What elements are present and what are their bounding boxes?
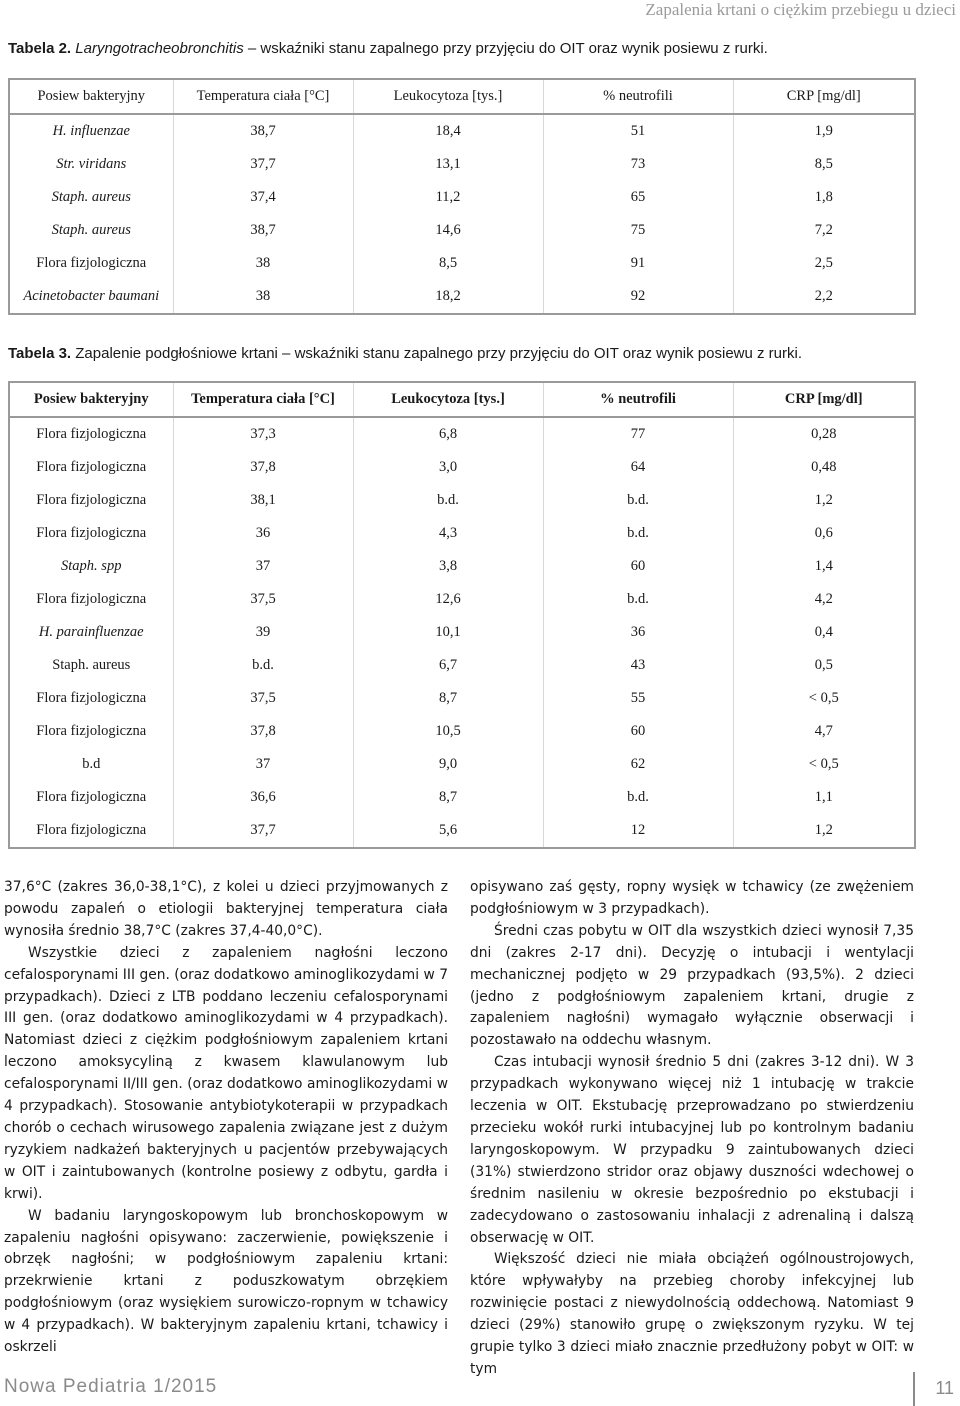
table-cell-culture: H. parainfluenzae: [9, 616, 173, 649]
table-cell-neut: 92: [543, 280, 733, 314]
footer-divider: [913, 1372, 915, 1406]
table-cell-leuk: 11,2: [353, 181, 543, 214]
table-row: [9, 417, 915, 451]
table2-label: Tabela 2.: [8, 40, 72, 57]
table-cell-temp: 37,3: [173, 417, 353, 451]
table-cell-neut: 55: [543, 682, 733, 715]
page-number: 11: [935, 1378, 954, 1398]
column-header: CRP [mg/dl]: [733, 79, 915, 114]
table-cell-neut: 12: [543, 814, 733, 848]
table3-header-row: [9, 382, 915, 417]
table-cell-crp: 0,6: [814, 525, 833, 541]
table2-header-row: [9, 79, 915, 114]
column-header: % neutrofili: [543, 79, 733, 114]
table-cell-leuk: 8,5: [353, 247, 543, 280]
table-cell-crp: 1,1: [814, 789, 833, 805]
table-cell-temp: 37,5: [173, 583, 353, 616]
table-cell-culture: Flora fizjologiczna: [9, 715, 173, 748]
body-paragraph: opisywano zaś gęsty, ropny wysięk w tchawicy (ze zwężeniem podgłośniowym w 3 przypadkach).: [470, 879, 914, 917]
table-cell-neut: 75: [543, 214, 733, 247]
table-cell-crp: < 0,5: [808, 690, 839, 706]
table2: [8, 78, 916, 315]
table-row: [9, 814, 915, 848]
table-cell-culture: Flora fizjologiczna: [9, 781, 173, 814]
table-cell-crp: < 0,5: [808, 756, 839, 772]
table-cell-crp: 4,2: [814, 591, 833, 607]
table-cell-temp: 37,8: [173, 715, 353, 748]
table-cell-neut: 60: [543, 715, 733, 748]
table-cell-crp: 2,5: [814, 255, 833, 271]
body-paragraph: Średni czas pobytu w OIT dla wszystkich dzieci wynosił 7,35 dni (zakres 2-17 dni). Decyzję o intubacji i wentylacji mechanicznej podjęto w 29 przypadkach (93,5%). 2 dzieci (jedno z podgłośniowym zapaleniem krtani, drugie z zapaleniem nagłośni) wymagało wyłącznie obserwacji i pozostawało na oddechu własnym.: [470, 922, 914, 1049]
table-cell-temp: 39: [173, 616, 353, 649]
table3-title: Zapalenie podgłośniowe krtani – wskaźniki stanu zapalnego przy przyjęciu do OIT oraz wynik posiewu z rurki.: [71, 345, 803, 362]
table-cell-crp: 0,28: [811, 426, 837, 442]
table-cell-culture: Flora fizjologiczna: [9, 247, 173, 280]
table-cell-crp: 8,5: [814, 156, 833, 172]
table-cell-culture: Flora fizjologiczna: [9, 417, 173, 451]
table-cell-leuk: 6,8: [353, 417, 543, 451]
body-paragraph: Czas intubacji wynosił średnio 5 dni (zakres 3-12 dni). W 3 przypadkach wykonywano więcej niż 1 intubację w trakcie leczenia w OIT. Ekstubację przeprowadzano po stwierdzeniu przecieku wokół rurki intubacyjnej lub po kontrolnym badaniu laryngoskopowym. W przypadku 9 zaintubowanych dzieci (31%) stwierdzono stridor oraz objawy duszności wdechowej o średnim nasileniu w okresie bezpośrednio po ekstubacji i zadecydowano o zastosowaniu inhalacji z adrenaliną i dalszą obserwację w OIT.: [470, 1054, 914, 1246]
column-header: Posiew bakteryjny: [9, 79, 173, 114]
table-cell-temp: 38,7: [173, 214, 353, 247]
table-cell-temp: 37,7: [173, 814, 353, 848]
table-cell-crp: 1,9: [814, 123, 833, 139]
table2-title: – wskaźniki stanu zapalnego przy przyjęciu do OIT oraz wynik posiewu z rurki.: [243, 40, 768, 57]
table-cell-temp: 37: [173, 550, 353, 583]
table-cell-crp: 0,5: [814, 657, 833, 673]
table-row: [9, 484, 915, 517]
column-header: Leukocytoza [tys.]: [353, 382, 543, 417]
table-cell-temp: 37,5: [173, 682, 353, 715]
table-row: [9, 517, 915, 550]
table-cell-crp: 1,2: [814, 492, 833, 508]
table-cell-crp: 4,7: [814, 723, 833, 739]
table-cell-neut: 64: [543, 451, 733, 484]
table-cell-neut: 73: [543, 148, 733, 181]
table-cell-leuk: 10,5: [353, 715, 543, 748]
table-row: [9, 715, 915, 748]
table-cell-neut: 77: [543, 417, 733, 451]
table3: [8, 381, 916, 849]
table-cell-leuk: 3,8: [353, 550, 543, 583]
table-cell-temp: b.d.: [173, 649, 353, 682]
table-cell-leuk: 4,3: [353, 517, 543, 550]
table-cell-culture: Staph. aureus: [9, 214, 173, 247]
table-cell-temp: 37: [173, 748, 353, 781]
table-cell-culture: Acinetobacter baumani: [9, 280, 173, 314]
table-cell-crp: 0,48: [811, 459, 837, 475]
table-cell-culture: H. influenzae: [9, 114, 173, 148]
journal-name: Nowa Pediatria 1/2015: [4, 1376, 218, 1397]
table-row: [9, 550, 915, 583]
table-cell-temp: 36,6: [173, 781, 353, 814]
table-cell-neut: 62: [543, 748, 733, 781]
table-row: [9, 451, 915, 484]
table-cell-leuk: 18,2: [353, 280, 543, 314]
table-cell-temp: 38,7: [173, 114, 353, 148]
table-cell-temp: 37,4: [173, 181, 353, 214]
table-cell-leuk: 14,6: [353, 214, 543, 247]
table-cell-neut: 91: [543, 247, 733, 280]
table-cell-culture: Str. viridans: [9, 148, 173, 181]
table2-caption: [8, 39, 948, 59]
table-cell-temp: 38: [173, 280, 353, 314]
column-header: Posiew bakteryjny: [9, 382, 173, 417]
column-header: Temperatura ciała [°C]: [173, 79, 353, 114]
table-cell-leuk: 8,7: [353, 781, 543, 814]
table-cell-culture: Staph. spp: [9, 550, 173, 583]
table-row: [9, 181, 915, 214]
table-cell-leuk: 8,7: [353, 682, 543, 715]
table-cell-culture: Flora fizjologiczna: [9, 517, 173, 550]
table-cell-culture: Flora fizjologiczna: [9, 484, 173, 517]
table-cell-neut: 36: [543, 616, 733, 649]
table-cell-neut: b.d.: [543, 517, 733, 550]
table-cell-culture: b.d: [9, 748, 173, 781]
table-cell-culture: Flora fizjologiczna: [9, 814, 173, 848]
body-paragraph: Wszystkie dzieci z zapaleniem nagłośni leczono cefalosporynami III gen. (oraz dodatkowo aminoglikozydami w 7 przypadkach). Dzieci z LTB poddano leczeniu cefalosporynami III gen. (oraz dodatkowo aminoglikozydami w 4 przypadkach). Natomiast dzieci z ciężkim podgłośniowym zapaleniem krtani leczono amoksycyliną z kwasem klawulanowym lub cefalosporynami II/III gen. (oraz dodatkowo aminoglikozydami w 4 przypadkach). Stosowanie antybiotykoterapii w przypadkach chorób o cechach wirusowego zapalenia związane jest z dużym ryzykiem nadkażeń bakteryjnych u pacjentów przebywających w OIT i zaintubowanych (kontrolne posiewy z odbytu, gardła i krwi).: [4, 944, 448, 1202]
table-cell-neut: 51: [543, 114, 733, 148]
table-row: [9, 280, 915, 314]
table-cell-temp: 37,7: [173, 148, 353, 181]
table-cell-crp: 1,4: [814, 558, 833, 574]
table-cell-culture: Staph. aureus: [9, 649, 173, 682]
table-row: [9, 781, 915, 814]
table-cell-leuk: 10,1: [353, 616, 543, 649]
body-column-left: [4, 877, 448, 1359]
table-cell-neut: b.d.: [543, 781, 733, 814]
table2-title-italic: Laryngotracheobronchitis: [75, 40, 244, 57]
table-row: [9, 148, 915, 181]
table-row: [9, 214, 915, 247]
table-cell-neut: 60: [543, 550, 733, 583]
table-cell-crp: 1,2: [814, 822, 833, 838]
table-row: [9, 247, 915, 280]
table-cell-leuk: b.d.: [353, 484, 543, 517]
table-cell-temp: 36: [173, 517, 353, 550]
table-cell-crp: 1,8: [814, 189, 833, 205]
column-header: Temperatura ciała [°C]: [173, 382, 353, 417]
table-row: [9, 616, 915, 649]
table-cell-neut: 43: [543, 649, 733, 682]
table-cell-neut: b.d.: [543, 583, 733, 616]
table-cell-neut: b.d.: [543, 484, 733, 517]
table-row: [9, 114, 915, 148]
column-header: % neutrofili: [543, 382, 733, 417]
body-paragraph: W badaniu laryngoskopowym lub bronchoskopowym w zapaleniu nagłośni opisywano: zaczerwienie, powiększenie i obrzęk nagłośni; w podgłośniowym zapaleniu krtani: przekrwienie krtani z poduszkowatym obrzękiem podgłośniowym (oraz wysiękiem surowiczo-ropnym w tchawicy w 4 przypadkach). W bakteryjnym zapaleniu krtani, tchawicy i oskrzeli: [4, 1207, 448, 1356]
table-cell-culture: Flora fizjologiczna: [9, 682, 173, 715]
table-cell-leuk: 5,6: [353, 814, 543, 848]
table-row: [9, 649, 915, 682]
table3-caption: [8, 344, 948, 364]
column-header: Leukocytoza [tys.]: [353, 79, 543, 114]
table-cell-crp: 0,4: [814, 624, 833, 640]
table-cell-temp: 38,1: [173, 484, 353, 517]
table-cell-neut: 65: [543, 181, 733, 214]
body-column-right: [470, 877, 914, 1381]
table-row: [9, 748, 915, 781]
table3-label: Tabela 3.: [8, 345, 72, 362]
table-cell-culture: Flora fizjologiczna: [9, 583, 173, 616]
table-cell-culture: Staph. aureus: [9, 181, 173, 214]
table-cell-leuk: 9,0: [353, 748, 543, 781]
table-cell-temp: 37,8: [173, 451, 353, 484]
table-row: [9, 682, 915, 715]
table-cell-temp: 38: [173, 247, 353, 280]
column-header: CRP [mg/dl]: [733, 382, 915, 417]
table-cell-culture: Flora fizjologiczna: [9, 451, 173, 484]
table-cell-leuk: 12,6: [353, 583, 543, 616]
table-cell-crp: 7,2: [814, 222, 833, 238]
table-cell-leuk: 18,4: [353, 114, 543, 148]
table-row: [9, 583, 915, 616]
body-paragraph: 37,6°C (zakres 36,0-38,1°C), z kolei u dzieci przyjmowanych z powodu zapaleń o etiologii bakteryjnej temperatura ciała wynosiła średnio 38,7°C (zakres 37,4-40,0°C).: [4, 879, 448, 939]
table-cell-leuk: 13,1: [353, 148, 543, 181]
running-head: Zapalenia krtani o ciężkim przebiegu u dzieci: [645, 0, 956, 19]
body-paragraph: Większość dzieci nie miała obciążeń ogólnoustrojowych, które wpływałyby na przebieg choroby infekcyjnej lub rozwinięcie postaci z niewydolnością oddechową. Natomiast 9 dzieci (29%) stanowiło grupę o zwiększonym ryzyku. W tej grupie tylko 3 dzieci miało znacznie przedłużony pobyt w OIT: w tym: [470, 1251, 914, 1377]
table-cell-crp: 2,2: [814, 288, 833, 304]
table-cell-leuk: 3,0: [353, 451, 543, 484]
table-cell-leuk: 6,7: [353, 649, 543, 682]
